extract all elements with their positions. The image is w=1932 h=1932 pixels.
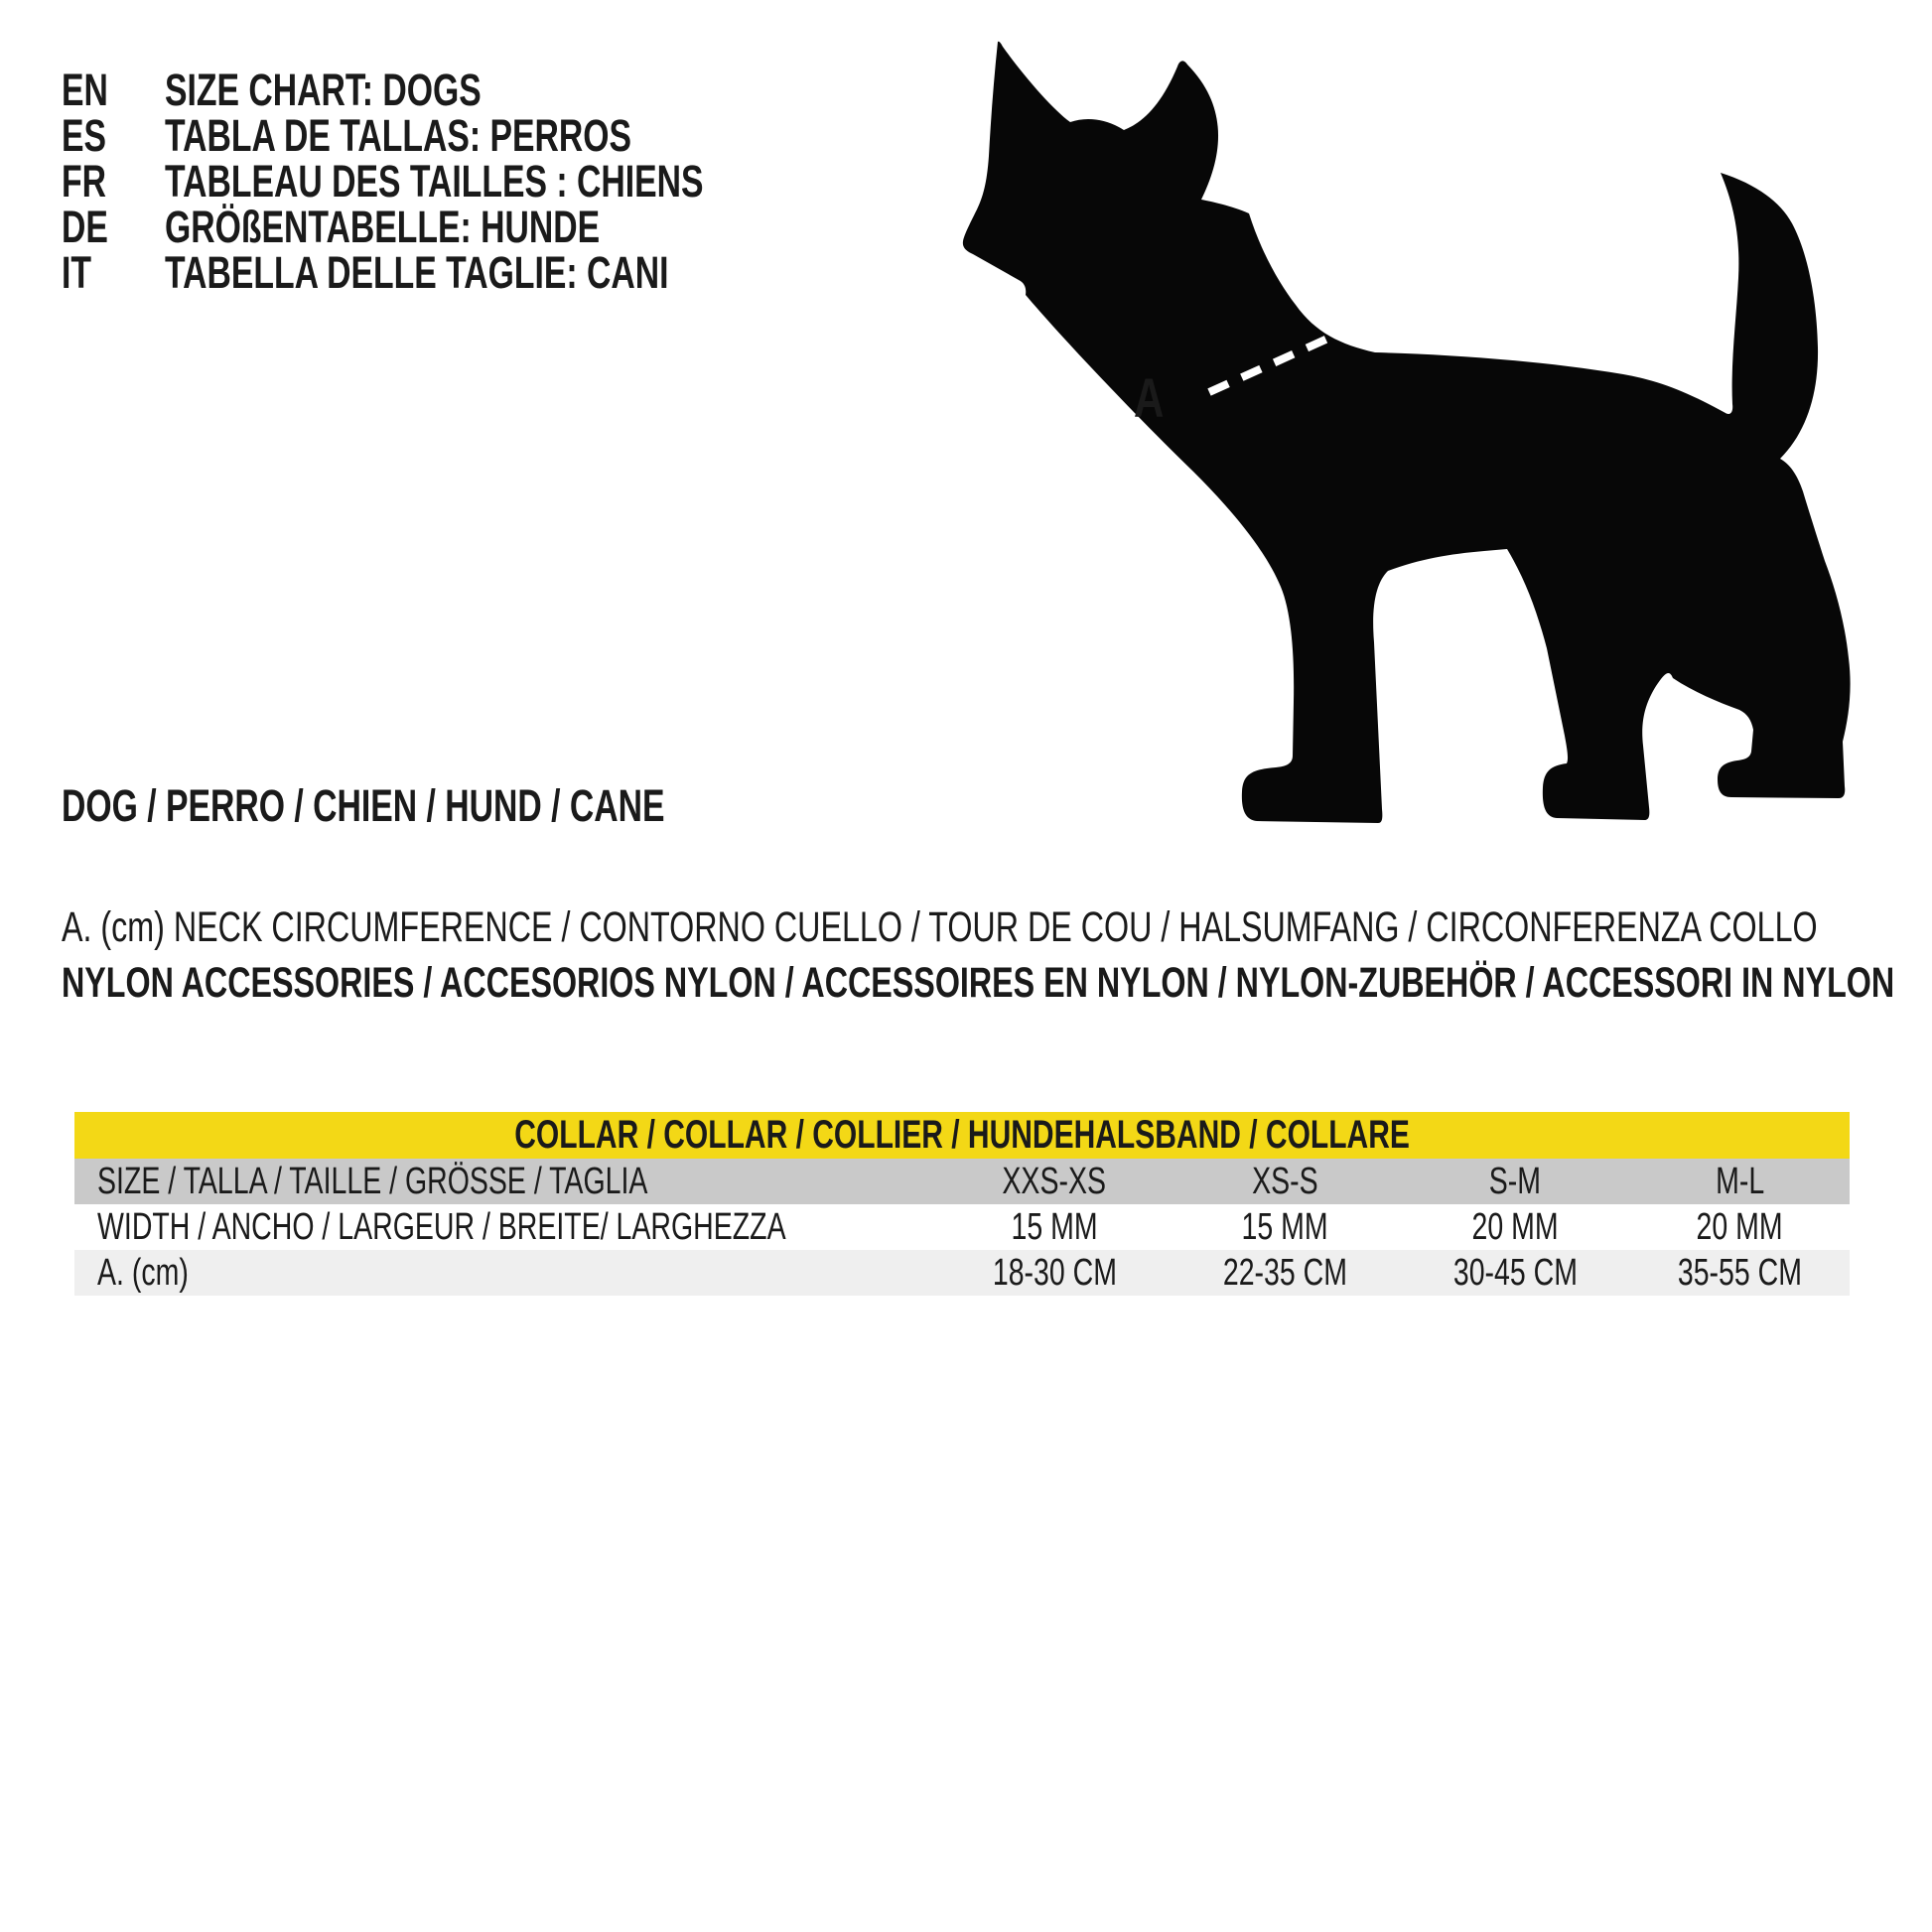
- neck-xxs-xs: 18-30 CM: [992, 1251, 1117, 1294]
- language-row-en: [62, 65, 883, 115]
- collar-marker-label: [1134, 365, 1173, 430]
- language-row-it: [62, 247, 883, 298]
- collar-marker-text: A: [1134, 366, 1165, 429]
- language-code: ES: [62, 110, 107, 161]
- material-note: [62, 959, 1932, 1008]
- neck-row-label: A. (cm): [97, 1251, 189, 1294]
- table-header-row: [74, 1112, 1850, 1159]
- language-code: FR: [62, 156, 106, 207]
- size-value-cell: [1630, 1159, 1850, 1204]
- width-value-cell: [939, 1204, 1170, 1250]
- table-row-width: [74, 1204, 1850, 1250]
- size-xs-s: XS-S: [1251, 1160, 1318, 1202]
- size-s-m: S-M: [1488, 1160, 1542, 1202]
- language-code: DE: [62, 202, 108, 252]
- language-list: [62, 65, 883, 298]
- table-row-neck: [74, 1250, 1850, 1296]
- table-row-size: [74, 1159, 1850, 1204]
- figure-caption: [62, 780, 866, 832]
- width-value-cell: [1630, 1204, 1850, 1250]
- row-label-cell: [74, 1204, 939, 1250]
- size-chart-title-en: SIZE CHART: DOGS: [165, 65, 482, 115]
- neck-value-cell: [1400, 1250, 1630, 1296]
- measurement-note: [62, 903, 1932, 952]
- width-value-cell: [1170, 1204, 1400, 1250]
- neck-s-m: 30-45 CM: [1452, 1251, 1578, 1294]
- neck-value-cell: [939, 1250, 1170, 1296]
- row-label-cell: [74, 1250, 939, 1296]
- neck-xs-s: 22-35 CM: [1222, 1251, 1347, 1294]
- row-label-cell: [74, 1159, 939, 1204]
- table-title-cell: [74, 1112, 1850, 1159]
- size-value-cell: [1400, 1159, 1630, 1204]
- size-row-label: SIZE / TALLA / TAILLE / GRÖSSE / TAGLIA: [97, 1160, 648, 1202]
- measurement-note-text: A. (cm) NECK CIRCUMFERENCE / CONTORNO CUELLO / TOUR DE COU / HALSUMFANG / CIRCONFERENZA COLLO: [62, 903, 1818, 951]
- width-m-l: 20 MM: [1696, 1205, 1784, 1248]
- width-xxs-xs: 15 MM: [1011, 1205, 1098, 1248]
- table-title-text: COLLAR / COLLAR / COLLIER / HUNDEHALSBAND / COLLARE: [514, 1113, 1410, 1157]
- width-value-cell: [1400, 1204, 1630, 1250]
- figure-caption-text: DOG / PERRO / CHIEN / HUND / CANE: [62, 780, 665, 831]
- size-xxs-xs: XXS-XS: [1002, 1160, 1107, 1202]
- collar-size-table: [74, 1112, 1850, 1296]
- material-note-text: NYLON ACCESSORIES / ACCESORIOS NYLON / ACCESSOIRES EN NYLON / NYLON-ZUBEHÖR / ACCESSORI IN NYLON: [62, 959, 1895, 1007]
- size-value-cell: [939, 1159, 1170, 1204]
- width-xs-s: 15 MM: [1241, 1205, 1328, 1248]
- width-s-m: 20 MM: [1471, 1205, 1559, 1248]
- language-row-fr: [62, 156, 883, 207]
- size-chart-title-it: TABELLA DELLE TAGLIE: CANI: [165, 247, 669, 298]
- size-m-l: M-L: [1715, 1160, 1765, 1202]
- language-code: EN: [62, 65, 108, 115]
- language-row-es: [62, 110, 883, 161]
- size-chart-title-fr: TABLEAU DES TAILLES : CHIENS: [165, 156, 704, 207]
- dog-figure: [894, 35, 1906, 829]
- neck-m-l: 35-55 CM: [1677, 1251, 1803, 1294]
- neck-value-cell: [1170, 1250, 1400, 1296]
- neck-value-cell: [1630, 1250, 1850, 1296]
- size-chart-title-es: TABLA DE TALLAS: PERROS: [165, 110, 631, 161]
- dog-silhouette-icon: [894, 35, 1906, 829]
- language-code: IT: [62, 247, 91, 298]
- width-row-label: WIDTH / ANCHO / LARGEUR / BREITE/ LARGHEZZA: [97, 1205, 786, 1248]
- size-value-cell: [1170, 1159, 1400, 1204]
- language-row-de: [62, 202, 883, 252]
- size-chart-title-de: GRÖßENTABELLE: HUNDE: [165, 202, 601, 252]
